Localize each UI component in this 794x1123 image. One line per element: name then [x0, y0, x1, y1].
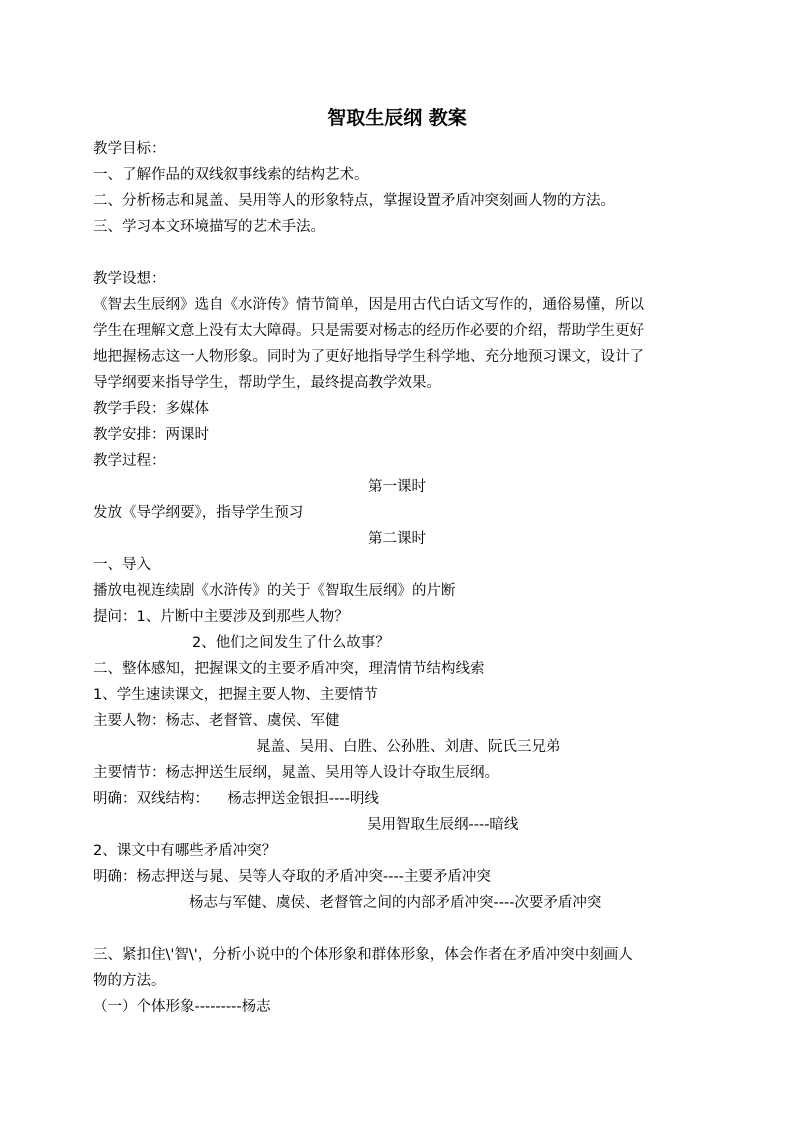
lesson2-heading: 第二课时 [368, 531, 426, 547]
plot-line: 主要情节：杨志押送生辰纲，晁盖、吴用等人设计夺取生辰纲。 [93, 765, 499, 781]
subsection-heading: （一）个体形象---------杨志 [93, 999, 271, 1015]
question-line: 2、他们之间发生了什么故事？ [192, 635, 390, 651]
lesson1-heading: 第一课时 [368, 479, 426, 495]
structure-line: 吴用智取生辰纲----暗线 [367, 817, 519, 833]
intro-heading: 一、导入 [93, 557, 151, 573]
characters-line: 主要人物：杨志、老督管、虞侯、军健 [93, 713, 340, 729]
design-paragraph-line: 导学纲要来指导学生，帮助学生，最终提高教学效果。 [93, 375, 441, 391]
process-heading: 教学过程： [93, 453, 166, 469]
section2-heading: 二、整体感知，把握课文的主要矛盾冲突，理清情节结构线索 [93, 661, 485, 677]
design-heading: 教学设想： [93, 271, 166, 287]
section3-line: 物的方法。 [93, 973, 166, 989]
question-line: 提问：1、片断中主要涉及到那些人物？ [93, 609, 349, 625]
conflict-line: 明确：杨志押送与晁、吴等人夺取的矛盾冲突----主要矛盾冲突 [93, 869, 491, 885]
step1-text: 1、学生速读课文，把握主要人物、主要情节 [93, 687, 378, 703]
objective-item: 二、分析杨志和晁盖、吴用等人的形象特点，掌握设置矛盾冲突刻画人物的方法。 [93, 193, 615, 209]
conflict-line: 杨志与军健、虞侯、老督管之间的内部矛盾冲突----次要矛盾冲突 [189, 895, 602, 911]
structure-line: 明确：双线结构： 杨志押送金银担----明线 [93, 791, 379, 807]
intro-text: 播放电视连续剧《水浒传》的关于《智取生辰纲》的片断 [93, 583, 456, 599]
teaching-means: 教学手段：多媒体 [93, 401, 209, 417]
objective-item: 一、了解作品的双线叙事线索的结构艺术。 [93, 167, 369, 183]
section3-line: 三、紧扣住\'智\'，分析小说中的个体形象和群体形象，体会作者在矛盾冲突中刻画人 [93, 947, 633, 963]
characters-line: 晁盖、吴用、白胜、公孙胜、刘唐、阮氏三兄弟 [256, 739, 561, 755]
step2-text: 2、课文中有哪些矛盾冲突？ [93, 843, 277, 859]
objective-item: 三、学习本文环境描写的艺术手法。 [93, 219, 325, 235]
design-paragraph-line: 《智去生辰纲》选自《水浒传》情节简单，因是用古代白话文写作的，通俗易懂，所以 [93, 297, 644, 313]
lesson1-text: 发放《导学纲要》，指导学生预习 [93, 505, 304, 521]
design-paragraph-line: 地把握杨志这一人物形象。同时为了更好地指导学生科学地、充分地预习课文，设计了 [93, 349, 644, 365]
teaching-arrangement: 教学安排：两课时 [93, 427, 209, 443]
objectives-heading: 教学目标： [93, 141, 166, 157]
design-paragraph-line: 学生在理解文意上没有太大障碍。只是需要对杨志的经历作必要的介绍，帮助学生更好 [93, 323, 644, 339]
page-title: 智取生辰纲 教案 [327, 107, 467, 129]
